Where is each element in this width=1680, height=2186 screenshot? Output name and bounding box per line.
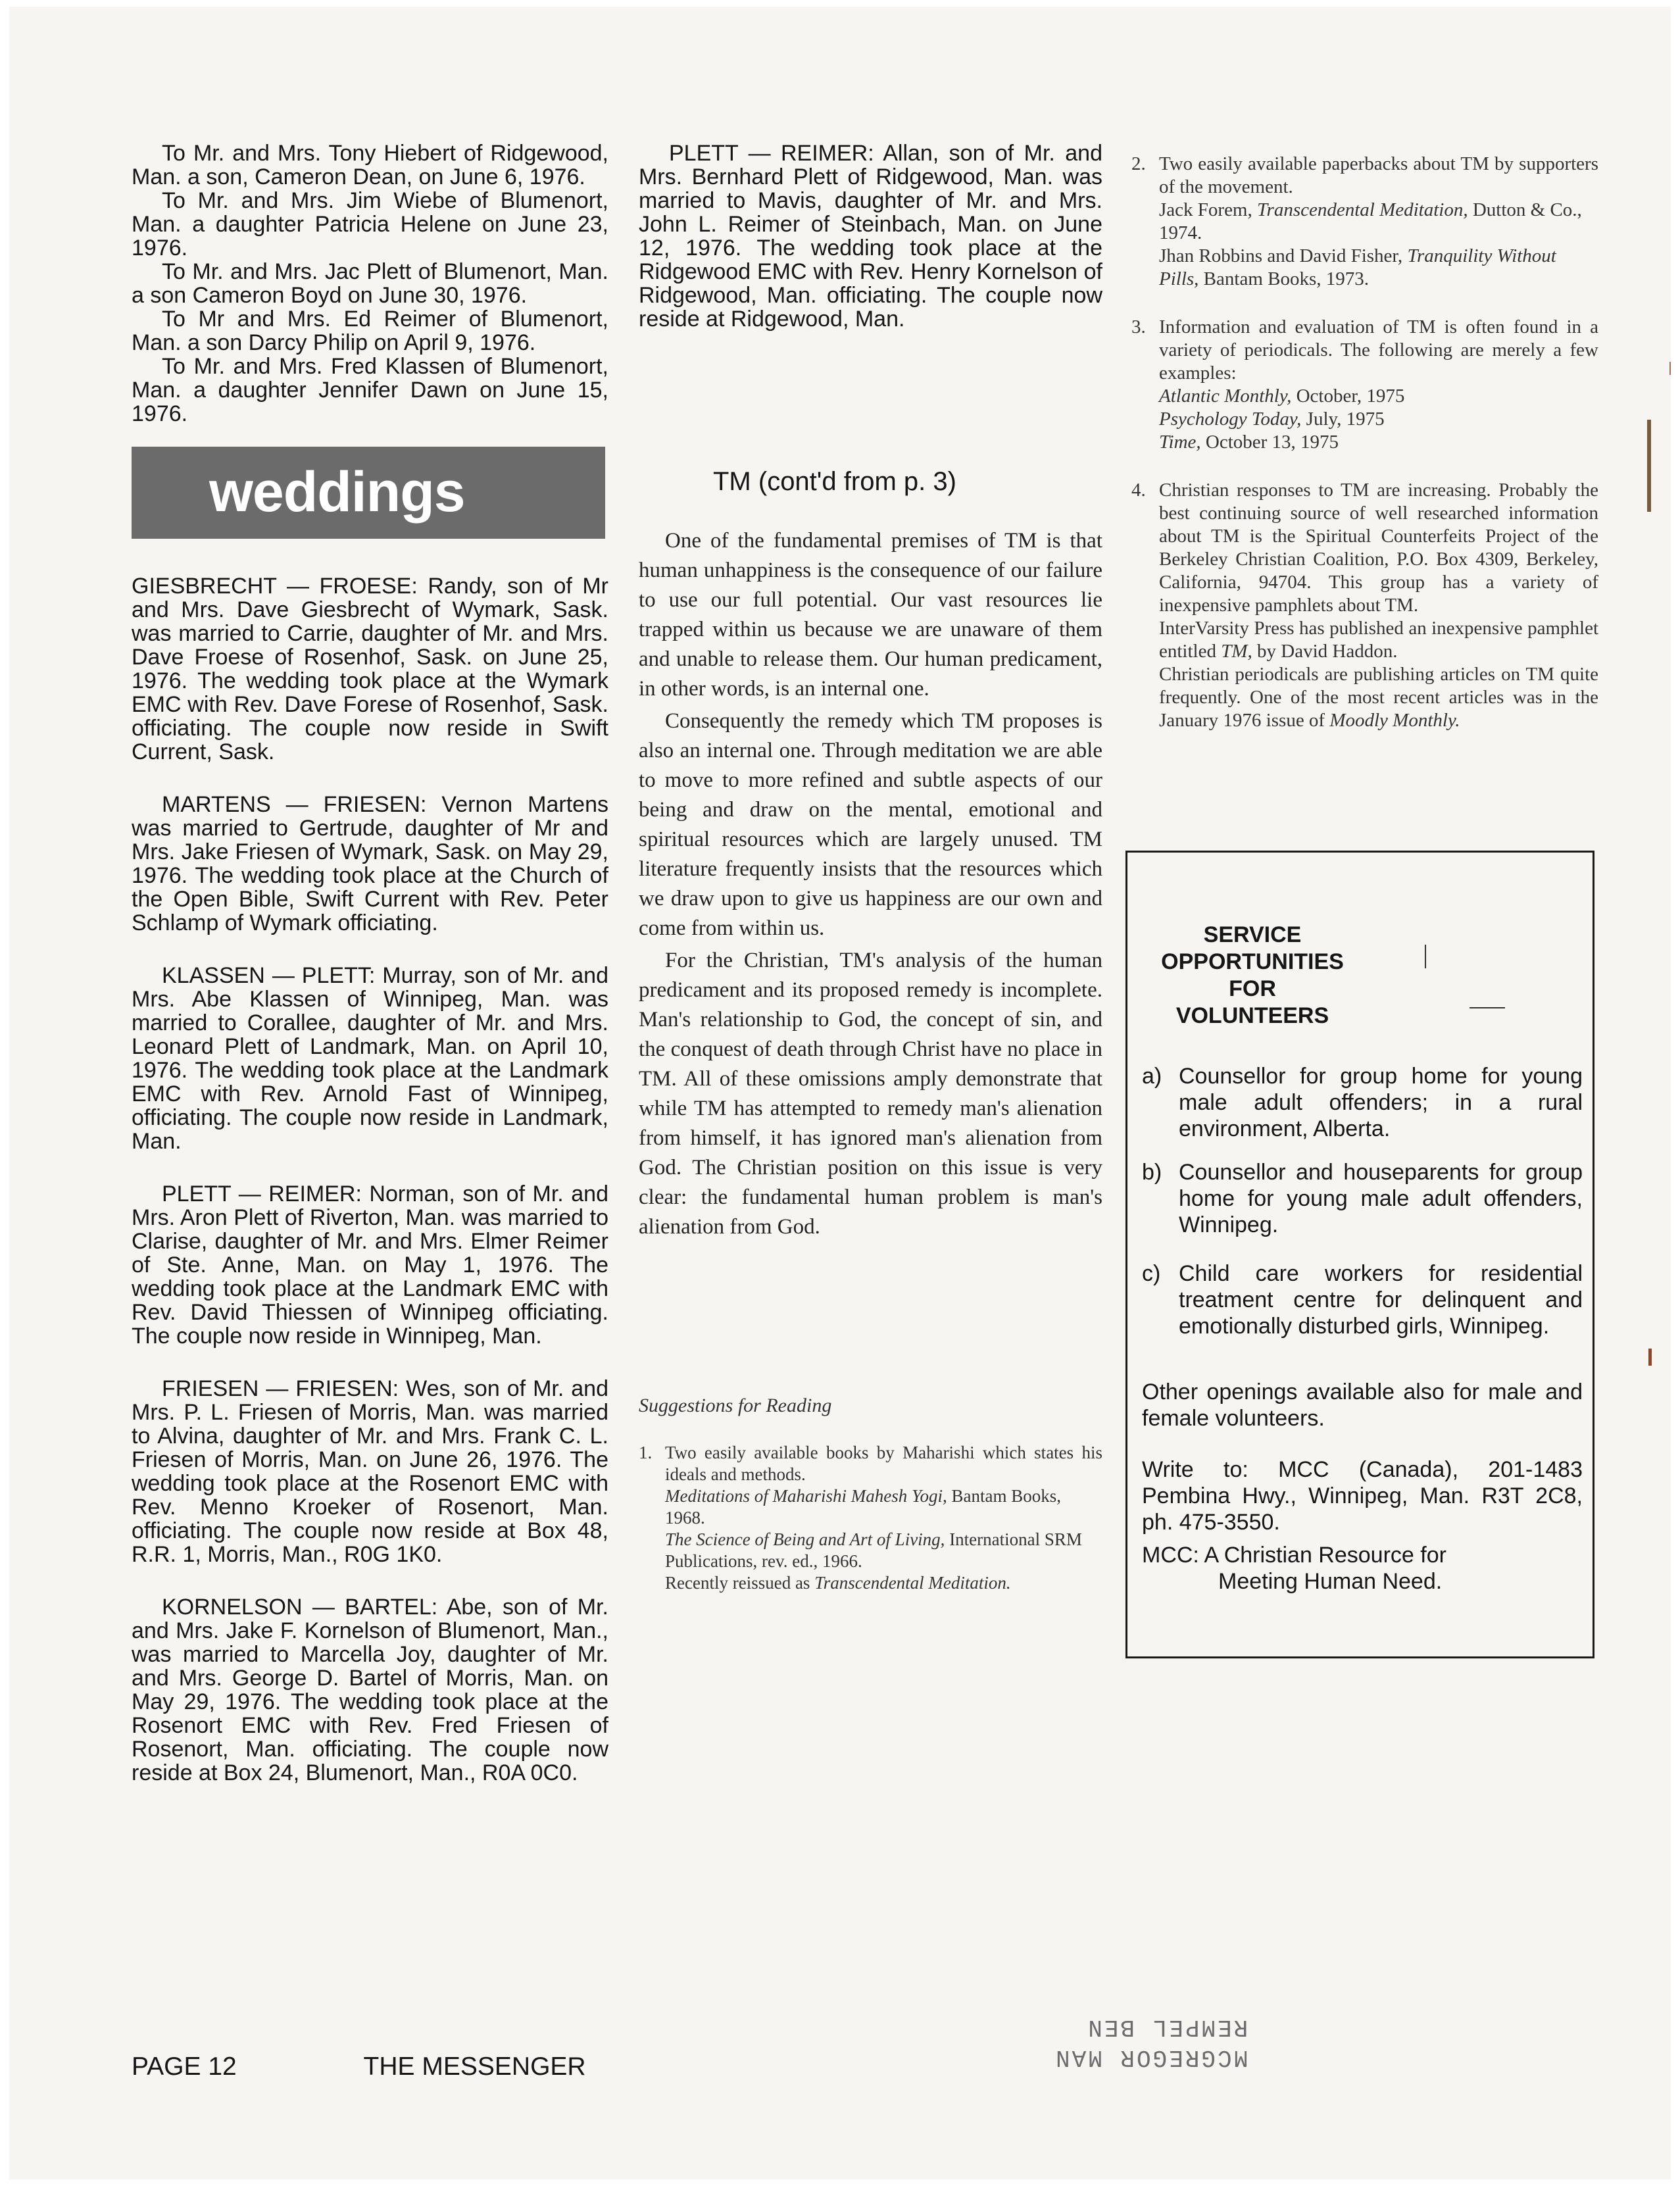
periodical-citation <box>1159 408 1598 431</box>
opportunity-item <box>1142 1260 1583 1339</box>
birth-announcement: To Mr. and Mrs. Jac Plett of Blumenort, Man. a son Cameron Boyd on June 30, 1976. <box>132 259 608 308</box>
ivp-note <box>1159 617 1598 663</box>
book-publisher: International SRM Publications, rev. ed., 1966. <box>665 1529 1082 1571</box>
mcc-tagline <box>1142 1542 1583 1595</box>
tm-article-heading: TM (cont'd from p. 3) <box>713 467 956 496</box>
decorative-mark <box>1470 1007 1505 1008</box>
publication-name: THE MESSENGER <box>363 2052 586 2081</box>
birth-announcement: To Mr. and Mrs. Fred Klassen of Blumenort, Man. a daughter Jennifer Dawn on June 15, 1976. <box>132 354 608 426</box>
service-opportunities-box <box>1125 851 1594 1658</box>
item-text: Counsellor and houseparents for group home for young male adult offenders, Winnipeg. <box>1179 1160 1583 1237</box>
contact-address: Write to: MCC (Canada), 201-1483 Pembina Hwy., Winnipeg, Man. R3T 2C8, ph. 475-3550. <box>1142 1457 1583 1535</box>
book-title: Transcendental Meditation. <box>814 1573 1011 1593</box>
other-openings: Other openings available also for male and female volunteers. <box>1142 1379 1583 1431</box>
reading-item <box>1131 153 1598 291</box>
item-text: Information and evaluation of TM is often found in a variety of periodicals. The following are merely a few examples: <box>1159 316 1598 384</box>
reissue-note: Recently reissued as <box>665 1573 810 1593</box>
opportunity-list <box>1142 1063 1583 1356</box>
reading-list-1 <box>639 1442 1102 1594</box>
periodical-date: October, 1975 <box>1296 385 1405 407</box>
reading-item <box>1131 479 1598 732</box>
periodical-citation <box>1159 431 1598 454</box>
article-paragraph: Consequently the remedy which TM proposes is also an internal one. Through meditation we are able to move to more refined and subtle aspects of our being and draw on the mental, emotional and spiritual resources which are largely unused. TM literature frequently insists that the resources which we draw upon to give us happiness are our own and come from within us. <box>639 709 1102 940</box>
column-2 <box>639 141 1102 331</box>
item-number: 1. <box>639 1443 653 1462</box>
book-publisher: Dutton & Co., 1974. <box>1159 199 1582 243</box>
suggestions-heading: Suggestions for Reading <box>639 1395 832 1416</box>
book-citation <box>1159 245 1598 291</box>
stamp-line: MCGREGOR MAN <box>1054 2044 1248 2071</box>
periodical-title: Moodly Monthly. <box>1329 710 1460 731</box>
periodical-title: Time, <box>1159 432 1201 453</box>
stamp-line: REMPEL BEN <box>1086 2014 1248 2041</box>
book-title: The Science of Being and Art of Living, <box>665 1529 945 1549</box>
tagline-line: MCC: A Christian Resource for <box>1142 1543 1446 1568</box>
wedding-announcement: FRIESEN — FRIESEN: Wes, son of Mr. and Mrs. P. L. Friesen of Morris, Man. was married to Alvina, daughter of Mr. and Mrs. Frank C. L. Friesen of Morris, Man. on June 26, 1976. The wedding took place at the Rosenort EMC with Rev. Menno Kroeker of Rosenort, Man. officiating. The couple now reside at Box 48, R.R. 1, Morris, Man., R0G 1K0. <box>132 1376 608 1567</box>
book-publisher: Bantam Books, 1968. <box>665 1486 1062 1528</box>
wedding-announcement: KORNELSON — BARTEL: Abe, son of Mr. and Mrs. Jake F. Kornelson of Blumenort, Man., was married to Marcella Joy, daughter of Mr. and Mrs. George D. Bartel of Morris, Man. on May 29, 1976. The wedding took place at the Rosenort EMC with Rev. Fred Friesen of Rosenort, Man. officiating. The couple now reside at Box 24, Blumenort, Man., R0A 0C0. <box>132 1595 608 1785</box>
item-label: a) <box>1142 1064 1162 1089</box>
periodical-date: October 13, 1975 <box>1205 432 1339 453</box>
reading-list-2 <box>1131 153 1598 732</box>
book-title: Transcendental Meditation, <box>1257 199 1468 220</box>
item-text: Counsellor for group home for young male adult offenders; in a rural environment, Alberta. <box>1179 1064 1583 1141</box>
book-publisher: Bantam Books, 1973. <box>1203 268 1370 289</box>
article-paragraph: For the Christian, TM's analysis of the human predicament and its proposed remedy is incomplete. Man's relationship to God, the concept of sin, and the conquest of death through Christ have no place in TM. All of these omissions amply demonstrate that while TM has attempted to remedy man's alienation from himself, it has ignored man's alienation from God. The Christian position on this issue is very clear: the fundamental human problem is man's alienation from God. <box>639 949 1102 1239</box>
book-citation <box>665 1529 1102 1572</box>
births-section <box>132 141 608 426</box>
item-number: 2. <box>1131 153 1146 174</box>
address-stamp <box>1054 2012 1248 2072</box>
periodicals-note <box>1159 663 1598 732</box>
item-number: 4. <box>1131 480 1146 501</box>
wedding-announcement: PLETT — REIMER: Norman, son of Mr. and Mrs. Aron Plett of Riverton, Man. was married to Clarise, daughter of Mr. and Mrs. Elmer Reimer of Ste. Anne, Man. on May 1, 1976. The wedding took place at the Landmark EMC with Rev. David Thiessen of Winnipeg officiating. The couple now reside in Winnipeg, Man. <box>132 1181 608 1349</box>
birth-announcement: To Mr and Mrs. Ed Reimer of Blumenort, Man. a son Darcy Philip on April 9, 1976. <box>132 307 608 355</box>
scan-mark <box>1648 1349 1652 1366</box>
service-title-line: FOR VOLUNTEERS <box>1175 976 1329 1028</box>
periodical-citation <box>1159 385 1598 408</box>
reading-item <box>639 1442 1102 1594</box>
wedding-announcement: GIESBRECHT — FROESE: Randy, son of Mr and Mrs. Dave Giesbrecht of Wymark, Sask. was married to Carrie, daughter of Mr. and Mrs. Dave Froese of Rosenhof, Sask. on June 25, 1976. The wedding took place at the Wymark EMC with Rev. Dave Forese of Rosenhof, Sask. officiating. The couple now reside in Swift Current, Sask. <box>132 574 608 764</box>
tagline-line: Meeting Human Need. <box>1218 1569 1443 1594</box>
pamphlet-title: TM, <box>1221 641 1252 662</box>
opportunity-item <box>1142 1063 1583 1142</box>
book-title: Tranquility Without Pills, <box>1159 245 1556 289</box>
tm-article-body <box>639 526 1102 1245</box>
wedding-announcement: MARTENS — FRIESEN: Vernon Martens was married to Gertrude, daughter of Mr and Mrs. Jake Friesen of Wymark, Sask. on May 29, 1976. The wedding took place at the Church of the Open Bible, Swift Current with Rev. Peter Schlamp of Wymark officiating. <box>132 792 608 935</box>
magazine-page <box>9 7 1671 2179</box>
service-title-line: SERVICE <box>1203 922 1302 947</box>
item-text: Two easily available books by Maharishi which states his ideals and methods. <box>665 1443 1102 1484</box>
item-label: c) <box>1142 1261 1161 1286</box>
book-author: Jhan Robbins and David Fisher, <box>1159 245 1403 266</box>
reading-item <box>1131 316 1598 454</box>
article-paragraph: One of the fundamental premises of TM is that human unhappiness is the consequence of our failure to use our full potential. Our vast resources lie trapped within us because we are unaware of them and unable to release them. Our human predicament, in other words, is an internal one. <box>639 529 1102 701</box>
book-title: Meditations of Maharishi Mahesh Yogi, <box>665 1486 947 1506</box>
service-title <box>1154 922 1351 1030</box>
book-author: Jack Forem, <box>1159 199 1252 220</box>
column-3 <box>1131 153 1598 757</box>
book-citation <box>1159 199 1598 245</box>
item-text: Christian responses to TM are increasing. Probably the best continuing source of well researched information about TM is the Spiritual Counterfeits Project of the Berkeley Christian Coalition, P.O. Box 4309, Berkeley, California, 94704. This group has a variety of inexpensive pamphlets about TM. <box>1159 480 1598 616</box>
ivp-text: InterVarsity Press has published an inexpensive pamphlet entitled <box>1159 618 1598 662</box>
item-text: Child care workers for residential treatment centre for delinquent and emotionally disturbed girls, Winnipeg. <box>1179 1261 1583 1339</box>
item-label: b) <box>1142 1160 1162 1185</box>
birth-announcement: To Mr. and Mrs. Jim Wiebe of Blumenort, Man. a daughter Patricia Helene on June 23, 1976. <box>132 188 608 261</box>
periodical-date: July, 1975 <box>1306 409 1385 430</box>
weddings-banner: weddings <box>132 447 605 539</box>
wedding-announcement: PLETT — REIMER: Allan, son of Mr. and Mrs. Bernhard Plett of Ridgewood, Man. was married to Mavis, daughter of Mr. and Mrs. John L. Reimer of Steinbach, Man. on June 12, 1976. The wedding took place at the Ridgewood EMC with Rev. Henry Kornelson of Ridgewood, Man. officiating. The couple now reside at Ridgewood, Man. <box>639 141 1102 332</box>
periodicals-text: Christian periodicals are publishing articles on TM quite frequently. One of the most recent articles was in the January 1976 issue of <box>1159 664 1598 731</box>
page-footer <box>132 2052 586 2081</box>
item-number: 3. <box>1131 316 1146 337</box>
page-number: PAGE 12 <box>132 2052 237 2081</box>
column-1 <box>132 141 608 1814</box>
book-citation <box>665 1572 1102 1594</box>
decorative-mark <box>1425 945 1426 968</box>
item-text: Two easily available paperbacks about TM by supporters of the movement. <box>1159 153 1598 197</box>
service-title-line: OPPORTUNITIES <box>1161 949 1344 974</box>
scan-mark <box>1647 420 1651 512</box>
book-citation <box>665 1485 1102 1529</box>
wedding-announcement: KLASSEN — PLETT: Murray, son of Mr. and Mrs. Abe Klassen of Winnipeg, Man. was married to Corallee, daughter of Mr. and Mrs. Leonard Plett of Landmark, Man. on April 10, 1976. The wedding took place at the Landmark EMC with Rev. Arnold Fast of Winnipeg, officiating. The couple now reside in Landmark, Man. <box>132 963 608 1154</box>
opportunity-item <box>1142 1159 1583 1238</box>
birth-announcement: To Mr. and Mrs. Tony Hiebert of Ridgewood, Man. a son, Cameron Dean, on June 6, 1976. <box>132 141 608 189</box>
ivp-author: by David Haddon. <box>1257 641 1398 662</box>
periodical-title: Atlantic Monthly, <box>1159 385 1292 407</box>
periodical-title: Psychology Today, <box>1159 409 1302 430</box>
scan-mark <box>1669 362 1671 375</box>
